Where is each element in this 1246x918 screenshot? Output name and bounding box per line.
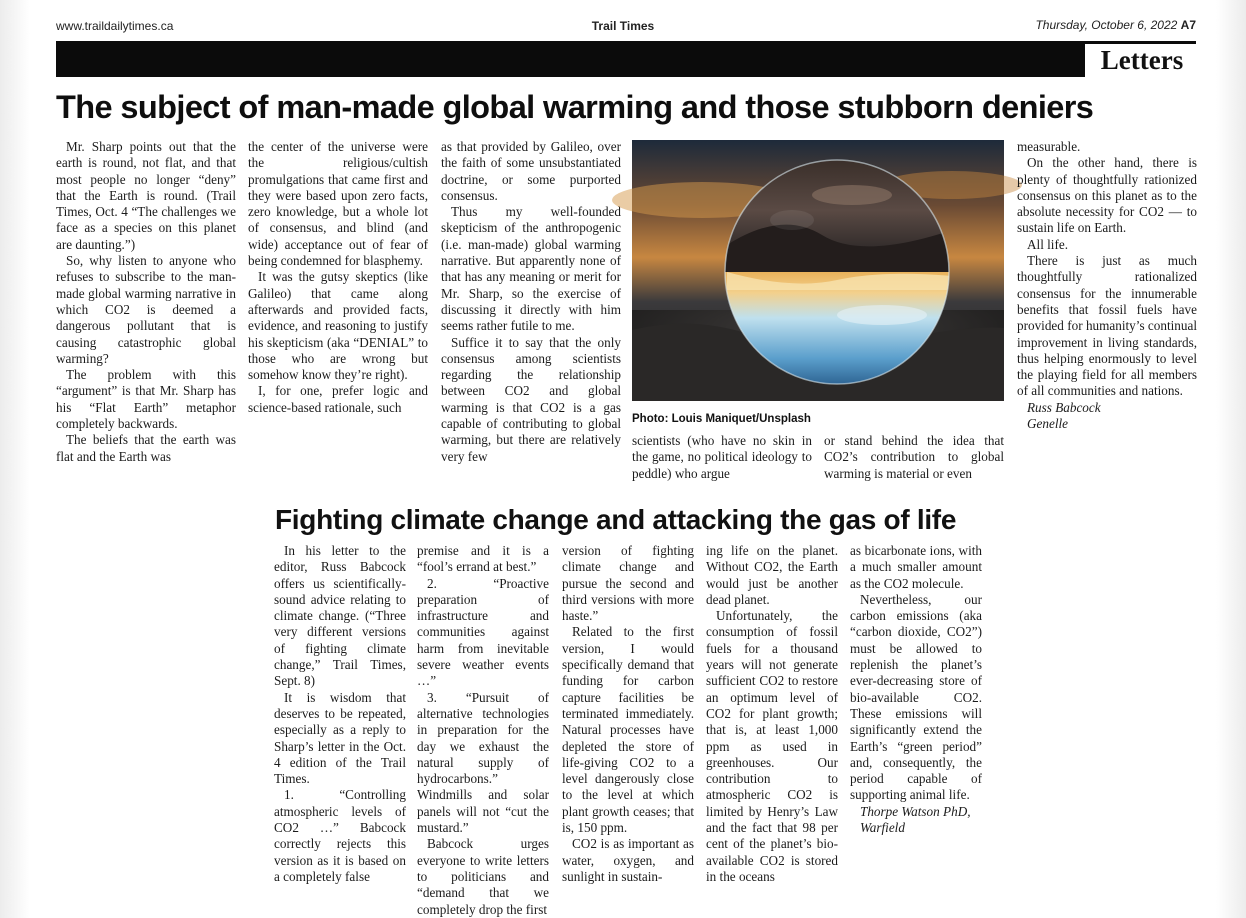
letter2-column-1	[274, 543, 406, 889]
letter1-signature-name: Russ Babcock	[1027, 399, 1101, 415]
paragraph: There is just as much thoughtfully rationalized consensus for the innumerable benefits that fossil fuels have provided for humanity’s continual improvement in living standards, thus helping enormously to level the playing field for all members of all communities and nations.	[1017, 253, 1197, 399]
crystal-ball-photo	[632, 140, 1004, 401]
photo-credit: Photo: Louis Maniquet/Unsplash	[632, 413, 811, 425]
crystal-ball-image	[632, 140, 1004, 401]
paragraph: Nevertheless, our carbon emissions (aka “carbon dioxide, CO2”) must be allowed to replenish the planet’s ever-decreasing store of bio-available CO2. These emissions will significantly extend the Earth’s “green period” and, consequently, the period capable of supporting animal life.	[850, 591, 982, 803]
paragraph: measurable.	[1017, 139, 1081, 154]
website-url: www.traildailytimes.ca	[56, 19, 174, 33]
letter2-signature-name: Thorpe Watson PhD,	[860, 803, 971, 819]
paragraph: It is wisdom that deserves to be repeated, especially as a reply to Sharp’s letter in the Oct. 4 edition of the Trail Times.	[274, 689, 406, 787]
paragraph: 2. “Proactive preparation of infrastructure and communities against harm from inevitable severe weather events …”	[417, 575, 549, 689]
letter1-column-6	[1017, 139, 1197, 486]
letter1-column-5	[824, 433, 1004, 485]
paragraph: The problem with this “argument” is that Mr. Sharp has his “Flat Earth” metaphor completely backwards.	[56, 367, 236, 432]
paragraph: as bicarbonate ions, with a much smaller amount as the CO2 molecule.	[850, 543, 982, 591]
letter2-column-5	[850, 543, 982, 889]
paragraph: Suffice it to say that the only consensus among scientists regarding the relationship between CO2 and global warming is that CO2 is a gas capable of contributing to global warming, but there are relatively very few	[441, 334, 621, 464]
letter1-column-4	[632, 433, 812, 485]
paragraph: CO2 is as important as water, oxygen, and sunlight in sustain-	[562, 836, 694, 884]
paragraph: I, for one, prefer logic and science-based rationale, such	[248, 383, 428, 415]
letter1-column-1	[56, 139, 236, 484]
letter1-column-3	[441, 139, 621, 484]
section-label: Letters	[1082, 44, 1199, 77]
paragraph: 3. “Pursuit of alternative technologies in preparation for the day we exhaust the natural supply of hydrocarbons.” Windmills and solar panels will not “cut the mustard.”	[417, 689, 549, 836]
paragraph: version of fighting climate change and pursue the second and third versions with more haste.”	[562, 543, 694, 624]
paragraph: So, why listen to anyone who refuses to subscribe to the man-made global warming narrative in which CO2 is deemed a dangerous pollutant that is causing catastrophic global warming?	[56, 253, 236, 366]
paragraph: Babcock urges everyone to write letters to politicians and “demand that we completely drop the first	[417, 836, 549, 917]
paragraph: The beliefs that the earth was flat and the Earth was	[56, 432, 236, 464]
page-number: A7	[1180, 18, 1196, 32]
paragraph: 1. “Controlling atmospheric levels of CO2 …” Babcock correctly rejects this version as it is based on a completely false	[274, 787, 406, 884]
issue-date-page	[1035, 18, 1196, 32]
paragraph: All life.	[1027, 236, 1069, 252]
letter2-column-2	[417, 543, 549, 917]
paragraph: It was the gutsy skeptics (like Galileo) that came along afterwards and provided facts, evidence, and reasoning to justify his skepticism (aka “DENIAL” to those who are wrong but somehow know they’re right).	[248, 269, 428, 383]
paragraph: Mr. Sharp points out that the earth is round, not flat, and that most people no longer “deny” that the Earth is round. (Trail Times, Oct. 4 “The challenges we face as a species on this planet are daunting.”)	[56, 139, 236, 252]
letter2-column-4	[706, 543, 838, 889]
letter2-signature-place: Warfield	[860, 820, 905, 836]
paragraph: On the other hand, there is plenty of thoughtfully rationized consensus on this planet as to the absolute necessity for CO2 — to sustain life on Earth.	[1017, 155, 1197, 236]
paragraph: the center of the universe were the religious/cultish promulgations that came first and they were based upon zero facts, zero knowledge, but a whole lot of consensus, and blind (and wide) acceptance out of fear of being condemned for blasphemy.	[248, 139, 428, 269]
letter1-column-2	[248, 139, 428, 484]
issue-date: Thursday, October 6, 2022	[1035, 18, 1178, 32]
paragraph: Related to the first version, I would specifically demand that funding for carbon capture facilities be terminated immediately. Natural processes have depleted the store of life-giving CO2 to a level dangerously close to the level at which plant growth ceases; that is, 150 ppm.	[562, 624, 694, 836]
paragraph: Thus my well-founded skepticism of the anthropogenic (i.e. man-made) global warming narrative. But apparently none of that has any meaning or merit for Mr. Sharp, so the exercise of discussing it directly with him seems rather futile to me.	[441, 204, 621, 334]
letter2-column-3	[562, 543, 694, 889]
paragraph: Unfortunately, the consumption of fossil fuels for a thousand years will not generate sufficient CO2 to restore an optimum level of CO2 for plant growth; that is, at least 1,000 ppm as used in greenhouses. Our contribution to atmospheric CO2 is limited by Henry’s Law and the fact that 98 per cent of the planet’s bio-available CO2 is stored in the oceans	[706, 608, 838, 884]
paragraph: ing life on the planet. Without CO2, the Earth would just be another dead planet.	[706, 543, 838, 607]
paragraph: or stand behind the idea that CO2’s contribution to global warming is material or even	[824, 433, 1004, 481]
paragraph: as that provided by Galileo, over the faith of some unsubstantiated doctrine, or some purported consensus.	[441, 139, 621, 203]
paper-name: Trail Times	[591, 19, 655, 33]
paragraph: premise and it is a “fool’s errand at best.”	[417, 543, 549, 575]
letter1-signature-place: Genelle	[1027, 416, 1069, 432]
letter2-headline: Fighting climate change and attacking the gas of life	[275, 504, 957, 535]
paragraph: scientists (who have no skin in the game, no political ideology to peddle) who argue	[632, 433, 812, 481]
paragraph: In his letter to the editor, Russ Babcock offers us scientifically-sound advice relating to climate change. (“Three very different versions of fighting climate change,” Trail Times, Sept. 8)	[274, 543, 406, 689]
letter1-headline: The subject of man-made global warming and those stubborn deniers	[56, 89, 1094, 125]
section-bar	[56, 41, 1196, 77]
